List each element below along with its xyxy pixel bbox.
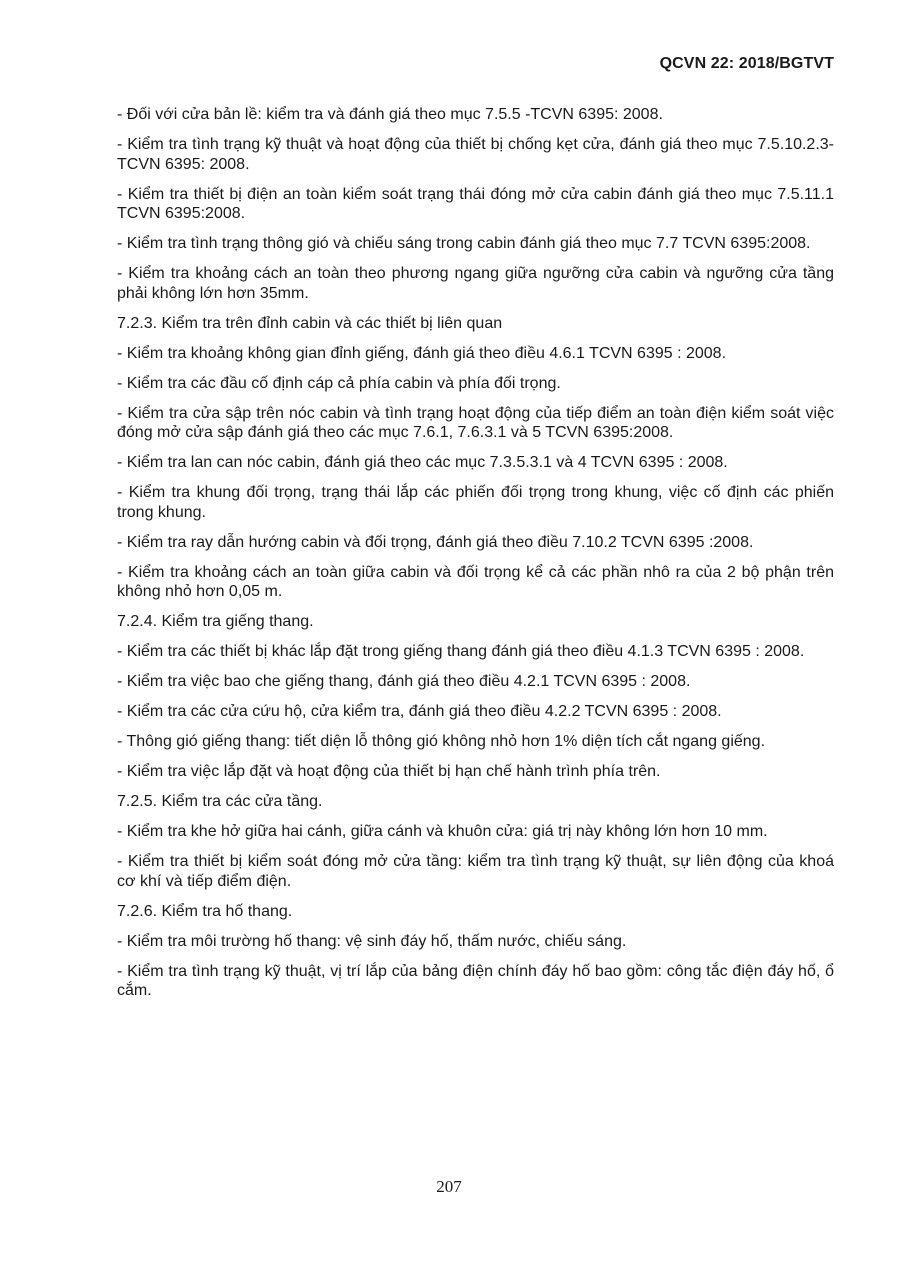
page-body — [117, 105, 834, 1011]
paragraph-pit-switchboard-check: - Kiểm tra tình trạng kỹ thuật, vị trí lắp của bảng điện chính đáy hố bao gồm: công tắc điện đáy hố, ổ cắm. — [117, 962, 834, 999]
paragraph-rescue-doors-check: - Kiểm tra các cửa cứu hộ, cửa kiểm tra, đánh giá theo điều 4.2.2 TCVN 6395 : 2008. — [117, 703, 722, 720]
section-heading-7-2-6: 7.2.6. Kiểm tra hố thang. — [117, 902, 293, 920]
paragraph-threshold-distance-check: - Kiểm tra khoảng cách an toàn theo phương ngang giữa ngưỡng cửa cabin và ngưỡng cửa tầng phải không lớn hơn 35mm. — [117, 265, 834, 302]
paragraph-shaft-ventilation: - Thông gió giếng thang: tiết diện lỗ thông gió không nhỏ hơn 1% diện tích cắt ngang giếng. — [117, 733, 766, 750]
paragraph-ventilation-lighting-check: - Kiểm tra tình trạng thông gió và chiếu sáng trong cabin đánh giá theo mục 7.7 TCVN 6395:2008. — [117, 235, 811, 252]
section-heading-7-2-3: 7.2.3. Kiểm tra trên đỉnh cabin và các thiết bị liên quan — [117, 314, 503, 332]
section-heading-7-2-4: 7.2.4. Kiểm tra giếng thang. — [117, 613, 314, 630]
paragraph-guide-rails-check: - Kiểm tra ray dẫn hướng cabin và đối trọng, đánh giá theo điều 7.10.2 TCVN 6395 :2008. — [117, 533, 754, 551]
page-number: 207 — [436, 1177, 462, 1196]
paragraph-headroom-check: - Kiểm tra khoảng không gian đỉnh giếng, đánh giá theo điều 4.6.1 TCVN 6395 : 2008. — [117, 344, 727, 362]
paragraph-hinged-door-check: - Đối với cửa bản lề: kiểm tra và đánh giá theo mục 7.5.5 -TCVN 6395: 2008. — [117, 106, 663, 123]
section-heading-7-2-5: 7.2.5. Kiểm tra các cửa tầng. — [117, 793, 323, 810]
paragraph-landing-door-control-check: - Kiểm tra thiết bị kiểm soát đóng mở cửa tầng: kiểm tra tình trạng kỹ thuật, sự liên động của khoá cơ khí và tiếp điểm điện. — [117, 853, 834, 890]
paragraph-pit-environment-check: - Kiểm tra môi trường hố thang: vệ sinh đáy hố, thấm nước, chiếu sáng. — [117, 932, 627, 950]
paragraph-cabin-door-safety-check: - Kiểm tra thiết bị điện an toàn kiểm soát trạng thái đóng mở cửa cabin đánh giá theo mục 7.5.11.1 TCVN 6395:2008. — [117, 185, 834, 222]
document-code-header: QCVN 22: 2018/BGTVT — [659, 55, 834, 72]
paragraph-roof-trapdoor-check: - Kiểm tra cửa sập trên nóc cabin và tình trạng hoạt động của tiếp điểm an toàn điện kiểm soát việc đóng mở cửa sập đánh giá theo các mục 7.6.1, 7.6.3.1 và 5 TCVN 6395:2008. — [117, 404, 834, 441]
paragraph-cabin-counterweight-clearance: - Kiểm tra khoảng cách an toàn giữa cabin và đối trọng kể cả các phần nhô ra của 2 bộ phận trên không nhỏ hơn 0,05 m. — [117, 563, 834, 600]
paragraph-counterweight-frame-check: - Kiểm tra khung đối trọng, trạng thái lắp các phiến đối trọng trong khung, việc cố định các phiến trong khung. — [117, 484, 834, 521]
paragraph-shaft-equipment-check: - Kiểm tra các thiết bị khác lắp đặt trong giếng thang đánh giá theo điều 4.1.3 TCVN 6395 : 2008. — [117, 643, 805, 660]
paragraph-cable-terminations-check: - Kiểm tra các đầu cố định cáp cả phía cabin và phía đối trọng. — [117, 374, 561, 392]
paragraph-anti-jam-device-check: - Kiểm tra tình trạng kỹ thuật và hoạt động của thiết bị chống kẹt cửa, đánh giá theo mục 7.5.10.2.3-TCVN 6395: 2008. — [117, 136, 834, 173]
paragraph-travel-limit-device-check: - Kiểm tra việc lắp đặt và hoạt động của thiết bị hạn chế hành trình phía trên. — [117, 763, 661, 780]
paragraph-door-gap-check: - Kiểm tra khe hở giữa hai cánh, giữa cánh và khuôn cửa: giá trị này không lớn hơn 10 mm. — [117, 823, 768, 840]
paragraph-shaft-enclosure-check: - Kiểm tra việc bao che giếng thang, đánh giá theo điều 4.2.1 TCVN 6395 : 2008. — [117, 673, 691, 690]
paragraph-roof-balustrade-check: - Kiểm tra lan can nóc cabin, đánh giá theo các mục 7.3.5.3.1 và 4 TCVN 6395 : 2008. — [117, 454, 728, 471]
